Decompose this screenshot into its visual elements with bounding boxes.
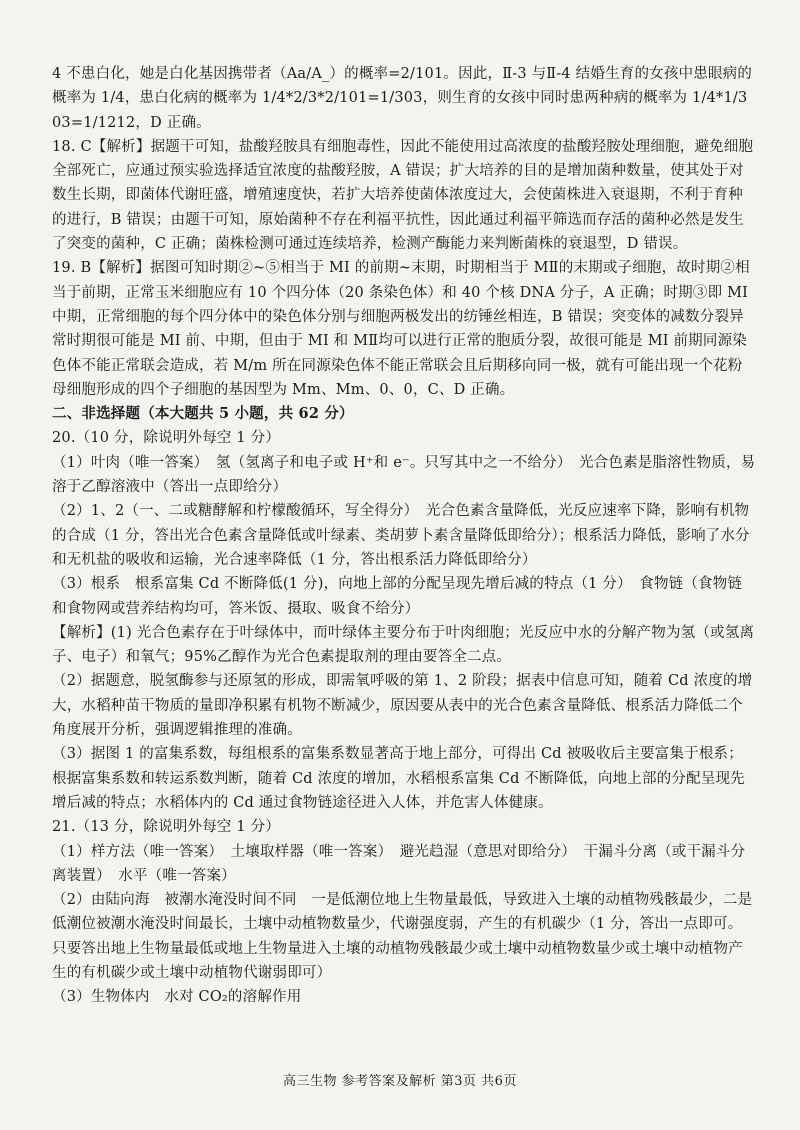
section-heading-nonchoice: 二、非选择题（本大题共 5 小题，共 62 分） bbox=[52, 405, 354, 423]
q21-answer-1: （1）样方法（唯一答案） 土壤取样器（唯一答案） 避光趋湿（意思对即给分） 干漏斗分离（或干漏斗分离装置） 水平（唯一答案） bbox=[52, 843, 746, 884]
q20-answer-1: （1）叶肉（唯一答案） 氢（氢离子和电子或 H⁺和 e⁻。只写其中之一不给分） 光合色素是脂溶性物质，易溶于乙醇溶液中（答出一点即给分） bbox=[52, 454, 756, 496]
q20-analysis-1: 【解析】(1) 光合色素存在于叶绿体中，而叶绿体主要分布于叶肉细胞；光反应中水的分解产物为氢（或氢离子、电子）和氧气；95%乙醇作为光合色素提取剂的理由要答全二点。 bbox=[52, 624, 755, 666]
q21-answer-3: （3）生物体内 水对 CO₂的溶解作用 bbox=[52, 989, 302, 1006]
q20-answer-2: （2）1、2（一、二或糖酵解和柠檬酸循环，写全得分） 光合色素含量降低，光反应速率下降，影响有机物的合成（1 分，答出光合色素含量降低或叶绿素、类胡萝卜素含量降低即给分）；根系活力降低，影响了水分和无机盐的吸收和运输，光合速率降低（1 分，答出根系活力降低即给分） bbox=[52, 503, 750, 568]
q20-header: 20.（10 分，除说明外每空 1 分） bbox=[52, 430, 281, 447]
q21-header: 21.（13 分，除说明外每空 1 分） bbox=[52, 819, 281, 836]
q20-analysis-3: （3）据图 1 的富集系数，每组根系的富集系数显著高于地上部分，可得出 Cd 被吸收后主要富集于根系；根据富集系数和转运系数判断，随着 Cd 浓度的增加，水稻根系富集 Cd 不断降低，向地上部的分配呈现先增后减的特点；水稻体内的 Cd 通过食物链途径进入人体，并危害人体健康。 bbox=[52, 746, 745, 811]
q21-answer-2: （2）由陆向海 被潮水淹没时间不同 一是低潮位地上生物量最低，导致进入土壤的动植物残骸最少，二是低潮位被潮水淹没时间最长，土壤中动植物数量少，代谢强度弱，产生的有机碳少（1 分，答出一点即可。只要答出地上生物量最低或地上生物量进入土壤的动植物残骸最少或土壤中动植物数量少或土壤中动植物产生的有机碳少或土壤中动植物代谢弱即可） bbox=[52, 892, 753, 981]
paragraph-q18: 18. C【解析】据题干可知，盐酸羟胺具有细胞毒性，因此不能使用过高浓度的盐酸羟胺处理细胞，避免细胞全部死亡，应通过预实验选择适宜浓度的盐酸羟胺，A 错误；扩大培养的目的是增加菌种数量，使其处于对数生长期，即菌体代谢旺盛，增殖速度快，若扩大培养使菌体浓度过大，会使菌株进入衰退期，不利于育种的进行，B 错误；由题干可知，原始菌种不存在利福平抗性，因此通过利福平筛选而存活的菌种必然是发生了突变的菌种，C 正确；菌株检测可通过连续培养，检测产酶能力来判断菌株的衰退型，D 错误。 bbox=[52, 138, 754, 253]
paragraph-q19: 19. B【解析】据图可知时期②~⑤相当于 MI 的前期~末期，时期相当于 MⅡ的末期或子细胞，故时期②相当于前期，正常玉米细胞应有 10 个四分体（20 条染色体）和 40 个核 DNA 分子，A 正确；时期③即 MI 中期，正常细胞的每个四分体中的染色体分别与细胞两极发出的纺锤丝相连，B 错误；突变体的减数分裂异常时期很可能是 MI 前、中期，但由于 MI 和 MⅡ均可以进行正常的胞质分裂，故很可能是 MI 前期同源染色体不能正常联会造成，若 M/m 所在同源染色体不能正常联会且后期移向同一极，就有可能出现一个花粉母细胞形成的四个子细胞的基因型为 Mm、Mm、0、0，C、D 正确。 bbox=[52, 260, 750, 398]
q20-answer-3: （3）根系 根系富集 Cd 不断降低(1 分)，向地上部的分配呈现先增后减的特点（1 分） 食物链（食物链和食物网或营养结构均可，答米饭、摄取、吸食不给分） bbox=[52, 576, 743, 617]
paragraph-q17-end: 4 不患白化，她是白化基因携带者（Aa/A_）的概率=2/101。因此，Ⅱ-3 与Ⅱ-4 结婚生育的女孩中患眼病的概率为 1/4，患白化病的概率为 1/4*2/3*2/101=1/303，则生育的女孩中同时患两种病的概率为 1/4*1/303=1/1212，D 正确。 bbox=[52, 66, 753, 131]
page-footer: 高三生物 参考答案及解析 第3页 共6页 bbox=[283, 1074, 517, 1089]
q20-analysis-2: （2）据题意，脱氢酶参与还原氢的形成，即需氧呼吸的第 1、2 阶段；据表中信息可知，随着 Cd 浓度的增大，水稻种苗干物质的量即净积累有机物不断减少，原因要从表中的光合色素含量降低、根系活力降低二个角度展开分析，强调逻辑推理的准确。 bbox=[52, 673, 753, 739]
